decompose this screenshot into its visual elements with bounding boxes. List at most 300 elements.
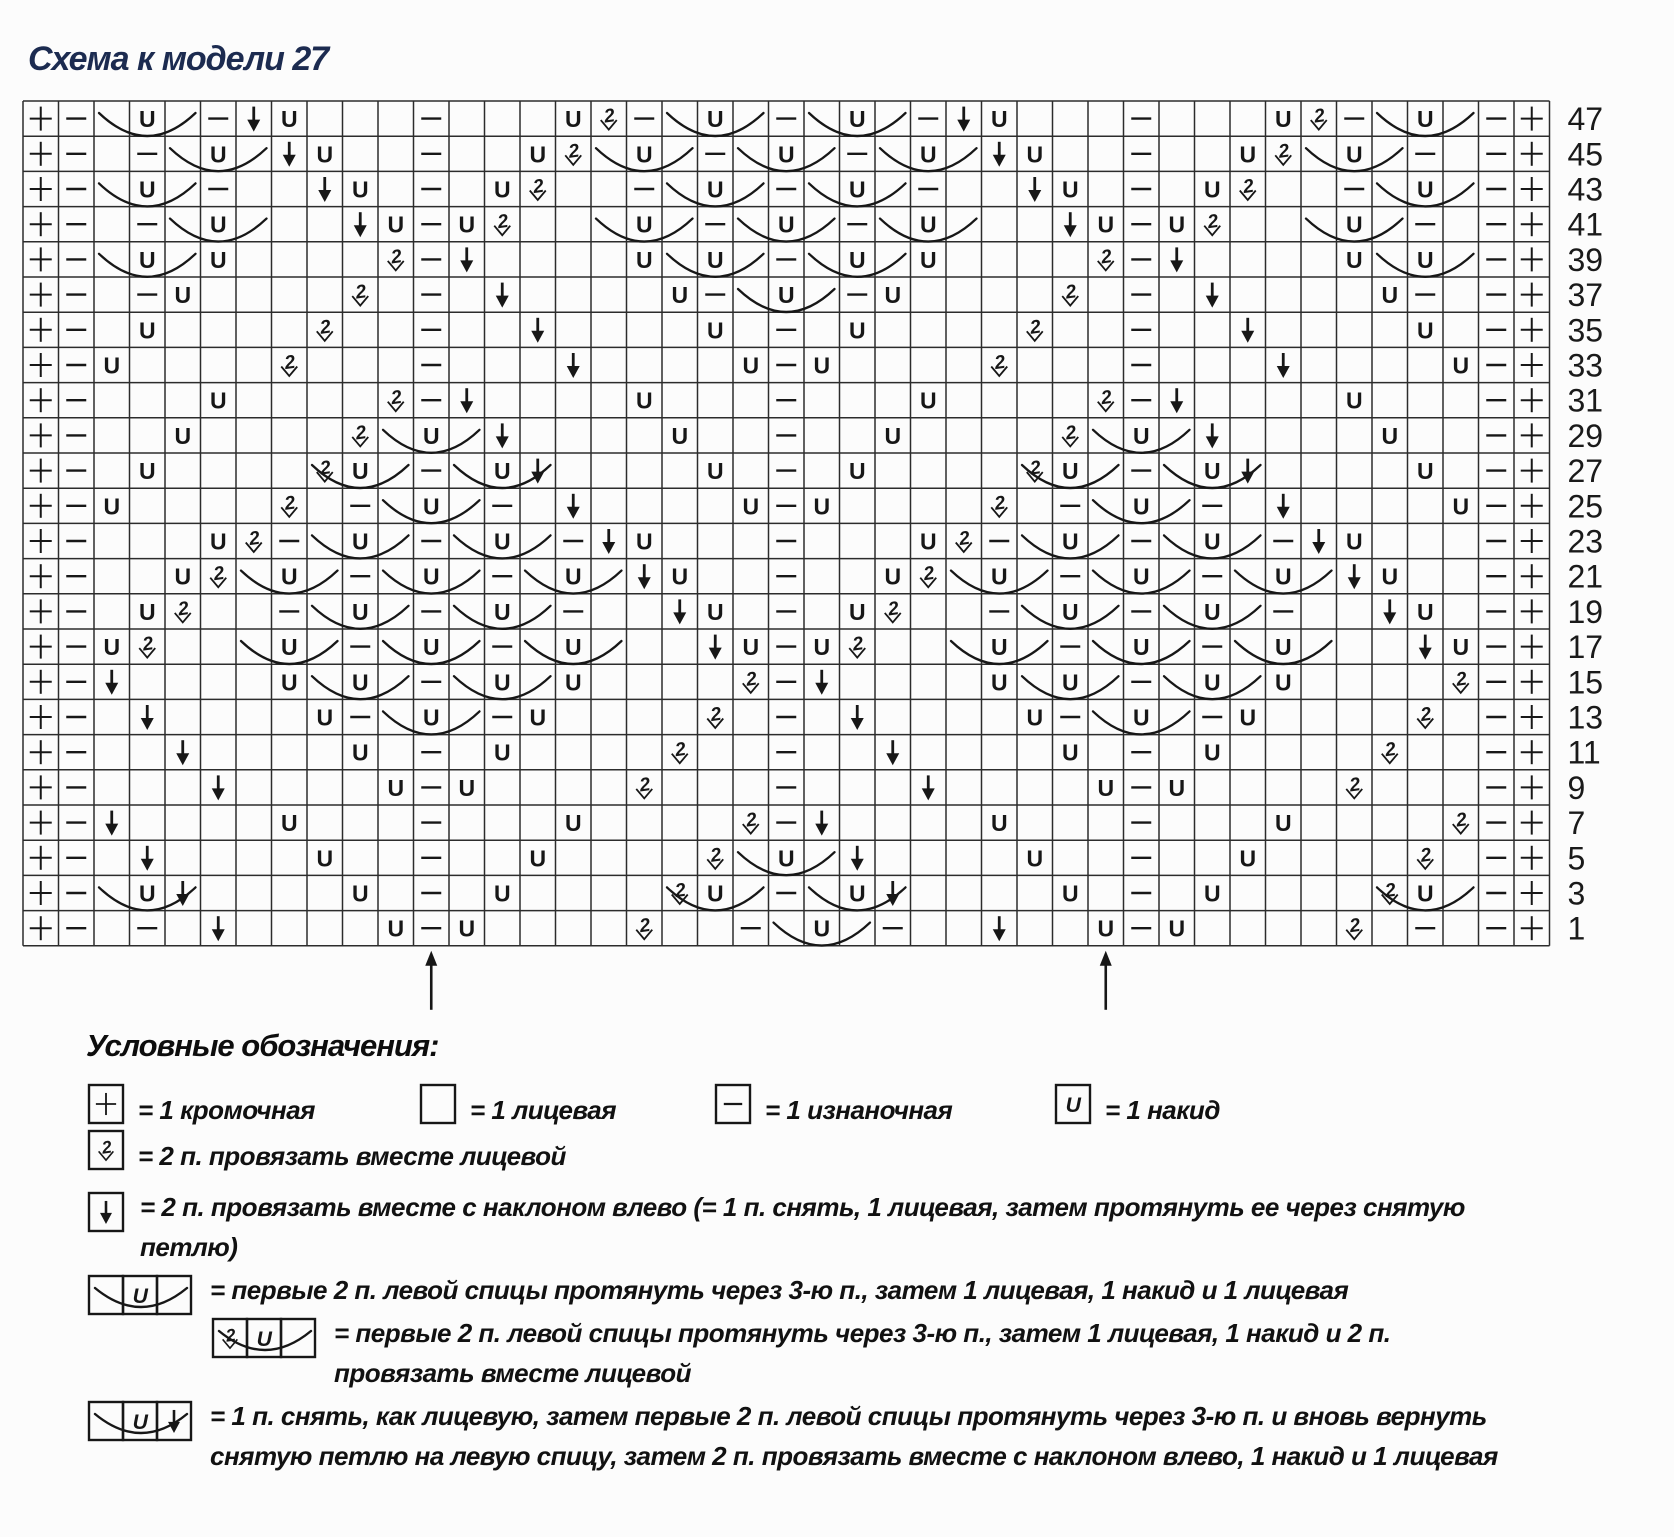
svg-text:2: 2 <box>1454 668 1469 691</box>
yo-symbol <box>1168 775 1185 801</box>
yo-symbol <box>133 1411 149 1434</box>
yo-symbol <box>1239 141 1256 167</box>
svg-text:U: U <box>280 106 298 133</box>
svg-text:U: U <box>919 528 937 555</box>
yo-symbol <box>494 669 511 695</box>
svg-text:2: 2 <box>1419 844 1433 867</box>
svg-text:U: U <box>529 704 547 731</box>
svg-text:2: 2 <box>1348 914 1362 938</box>
edge-stitch-icon <box>86 1081 126 1138</box>
edge-stitch-symbol <box>30 881 52 905</box>
svg-text:U: U <box>529 845 547 872</box>
svg-text:2: 2 <box>993 351 1007 375</box>
yo-symbol <box>210 529 227 555</box>
legend-item-text: = 2 п. провязать вместе лицевой <box>138 1140 566 1171</box>
row-number: 35 <box>1567 312 1604 349</box>
svg-text:U: U <box>1168 915 1186 942</box>
edge-stitch-symbol <box>30 775 52 799</box>
svg-text:U: U <box>635 141 653 168</box>
yo-symbol <box>1097 775 1114 801</box>
svg-text:U: U <box>1132 634 1150 661</box>
legend-row-basic <box>86 1078 1606 1124</box>
yo-symbol <box>707 599 724 625</box>
svg-text:2: 2 <box>1028 457 1043 480</box>
svg-text:2: 2 <box>389 386 404 410</box>
k2tog-symbol <box>175 598 191 622</box>
svg-text:U: U <box>706 246 724 273</box>
yo-symbol <box>281 810 298 836</box>
k2tog-symbol <box>139 633 155 657</box>
svg-text:U: U <box>848 106 866 133</box>
svg-text:2: 2 <box>389 246 404 269</box>
svg-text:U: U <box>493 176 511 203</box>
edge-stitch-symbol <box>1521 318 1543 342</box>
yo-symbol <box>1062 177 1079 203</box>
yo-symbol <box>884 282 901 308</box>
svg-text:2: 2 <box>1028 316 1043 339</box>
yo-symbol <box>210 212 227 238</box>
svg-text:U: U <box>777 141 795 168</box>
legend-heading: Условные обозначения: <box>86 1028 439 1063</box>
svg-text:U: U <box>351 598 369 625</box>
yo-symbol <box>494 458 511 484</box>
svg-text:U: U <box>1168 211 1186 238</box>
svg-text:U: U <box>458 211 476 238</box>
yo-symbol <box>1381 282 1398 308</box>
svg-text:2: 2 <box>673 879 688 903</box>
svg-text:U: U <box>635 211 653 238</box>
svg-text:U: U <box>458 774 476 801</box>
yo-symbol <box>387 916 404 942</box>
yo-symbol <box>991 564 1008 590</box>
svg-text:U: U <box>706 880 724 907</box>
svg-text:U: U <box>742 634 760 661</box>
edge-stitch-symbol <box>1521 564 1543 588</box>
svg-text:U: U <box>1452 634 1470 661</box>
yo-symbol <box>707 317 724 343</box>
svg-text:U: U <box>280 810 298 837</box>
yo-symbol <box>1062 740 1079 766</box>
legend-item-arc-k2tog <box>86 1313 1416 1393</box>
svg-text:U: U <box>1061 458 1079 485</box>
arc-plain-icon <box>86 1272 196 1329</box>
yo-symbol <box>316 141 333 167</box>
edge-stitch-symbol <box>30 529 52 553</box>
k2tog-symbol <box>849 633 865 657</box>
yo-symbol <box>1452 353 1469 379</box>
svg-text:U: U <box>919 211 937 238</box>
svg-text:U: U <box>671 282 689 309</box>
yo-symbol <box>849 881 866 907</box>
knit-stitch-icon <box>418 1081 458 1138</box>
svg-text:U: U <box>1381 282 1399 309</box>
ssk-symbol <box>886 740 899 765</box>
svg-text:2: 2 <box>1064 281 1078 304</box>
legend-item-text: = 1 изнаночная <box>765 1094 953 1125</box>
svg-text:U: U <box>1203 598 1221 625</box>
svg-text:U: U <box>671 422 689 449</box>
ssk-symbol <box>105 811 118 836</box>
ssk-symbol <box>496 283 509 308</box>
svg-text:U: U <box>1097 915 1115 942</box>
edge-stitch-symbol <box>30 494 52 518</box>
row-number: 15 <box>1567 664 1604 701</box>
k2tog-symbol <box>636 774 652 798</box>
svg-text:2: 2 <box>638 914 652 938</box>
edge-stitch-symbol <box>1521 353 1543 377</box>
ssk-symbol <box>176 740 189 765</box>
svg-text:U: U <box>990 634 1008 661</box>
svg-text:U: U <box>884 422 902 449</box>
legend-item-purl <box>713 1081 952 1138</box>
svg-text:2: 2 <box>1241 175 1256 199</box>
yo-symbol <box>458 775 475 801</box>
k2tog-symbol <box>1417 844 1433 868</box>
yo-symbol <box>742 634 759 660</box>
yo-symbol <box>1346 141 1363 167</box>
yo-symbol <box>636 212 653 238</box>
yo-symbol <box>1417 247 1434 273</box>
ssk-symbol <box>141 705 154 730</box>
svg-text:U: U <box>777 211 795 238</box>
yo-symbol <box>565 810 582 836</box>
row-number: 9 <box>1567 769 1586 806</box>
yo-symbol <box>139 177 156 203</box>
yo-symbol <box>210 388 227 414</box>
svg-text:2: 2 <box>212 562 226 586</box>
svg-text:U: U <box>138 458 156 485</box>
yo-symbol <box>813 916 830 942</box>
ssk-symbol <box>212 916 225 941</box>
yo-symbol <box>813 493 830 519</box>
edge-stitch-symbol <box>30 318 52 342</box>
svg-text:U: U <box>351 458 369 485</box>
yo-symbol <box>139 247 156 273</box>
row-number: 31 <box>1567 382 1604 419</box>
yo-symbol <box>529 845 546 871</box>
k2tog-symbol <box>1346 915 1362 939</box>
yo-symbol <box>316 705 333 731</box>
k2tog-symbol <box>494 211 510 235</box>
yo-symbol <box>671 423 688 449</box>
svg-text:U: U <box>635 387 653 414</box>
yo-symbol <box>884 423 901 449</box>
svg-text:2: 2 <box>922 562 936 586</box>
svg-text:2: 2 <box>1277 140 1291 163</box>
svg-text:U: U <box>1416 880 1434 907</box>
yo-symbol <box>494 881 511 907</box>
edge-stitch-symbol <box>30 564 52 588</box>
yo-symbol <box>991 669 1008 695</box>
svg-text:U: U <box>1416 246 1434 273</box>
svg-text:U: U <box>209 387 227 414</box>
svg-text:U: U <box>493 669 511 696</box>
svg-text:U: U <box>706 106 724 133</box>
svg-text:U: U <box>387 211 405 238</box>
svg-text:U: U <box>990 669 1008 696</box>
yo-symbol <box>991 106 1008 132</box>
yo-symbol <box>1381 564 1398 590</box>
yo-symbol <box>742 353 759 379</box>
edge-stitch-symbol <box>1521 388 1543 412</box>
svg-text:U: U <box>990 563 1008 590</box>
svg-text:2: 2 <box>709 703 723 727</box>
yo-symbol <box>1417 106 1434 132</box>
k2tog-symbol <box>1027 316 1043 340</box>
edge-stitch-symbol <box>30 283 52 307</box>
yo-symbol <box>1026 705 1043 731</box>
yo-symbol <box>1275 669 1292 695</box>
svg-text:U: U <box>493 458 511 485</box>
chart-title: Схема к модели 27 <box>28 40 329 78</box>
edge-stitch-symbol <box>30 353 52 377</box>
row-number: 39 <box>1567 241 1604 278</box>
yo-symbol <box>1239 705 1256 731</box>
yo-symbol <box>529 141 546 167</box>
yo-symbol <box>1026 845 1043 871</box>
svg-text:U: U <box>706 458 724 485</box>
svg-text:U: U <box>1345 387 1363 414</box>
k2tog-symbol <box>1417 704 1433 728</box>
svg-text:U: U <box>1239 141 1257 168</box>
svg-text:U: U <box>1203 880 1221 907</box>
yo-symbol <box>139 881 156 907</box>
svg-text:U: U <box>1274 634 1292 661</box>
yo-symbol <box>210 141 227 167</box>
yo-symbol <box>352 669 369 695</box>
k2tog-symbol <box>281 352 297 376</box>
svg-text:U: U <box>777 845 795 872</box>
ssk-symbol <box>1419 635 1432 660</box>
k2tog-symbol <box>1204 211 1220 235</box>
svg-text:U: U <box>919 246 937 273</box>
svg-text:U: U <box>174 282 192 309</box>
svg-text:U: U <box>1097 774 1115 801</box>
yo-symbol <box>849 177 866 203</box>
edge-stitch-symbol <box>30 670 52 694</box>
svg-text:U: U <box>493 528 511 555</box>
yo-symbol <box>636 388 653 414</box>
yo-symbol <box>423 705 440 731</box>
svg-text:U: U <box>422 704 440 731</box>
yo-symbol <box>707 247 724 273</box>
svg-text:U: U <box>132 1410 148 1434</box>
yo-symbol <box>1381 423 1398 449</box>
yo-symbol <box>387 775 404 801</box>
svg-text:U: U <box>706 317 724 344</box>
yo-symbol <box>849 599 866 625</box>
yo-symbol <box>1417 317 1434 343</box>
yo-symbol <box>920 212 937 238</box>
svg-text:U: U <box>209 211 227 238</box>
k2tog-symbol <box>1062 422 1078 446</box>
ssk-symbol <box>318 177 331 202</box>
yo-symbol <box>636 141 653 167</box>
yo-symbol <box>849 458 866 484</box>
row-number: 45 <box>1567 136 1604 173</box>
svg-text:2: 2 <box>1064 422 1078 445</box>
svg-text:U: U <box>138 106 156 133</box>
svg-text:U: U <box>1168 774 1186 801</box>
row-number: 41 <box>1567 206 1604 243</box>
svg-text:U: U <box>884 282 902 309</box>
svg-text:2: 2 <box>957 527 972 551</box>
row-number: 7 <box>1567 805 1586 842</box>
yo-symbol <box>991 810 1008 836</box>
yo-symbol <box>1062 881 1079 907</box>
svg-text:U: U <box>1061 528 1079 555</box>
yo-symbol <box>423 634 440 660</box>
arc-ssk-icon <box>86 1398 196 1455</box>
edge-stitch-symbol <box>1521 107 1543 131</box>
svg-text:U: U <box>458 915 476 942</box>
ssk-symbol <box>1348 564 1361 589</box>
svg-text:U: U <box>1132 563 1150 590</box>
yo-symbol <box>1239 845 1256 871</box>
svg-text:U: U <box>1381 422 1399 449</box>
row-number: 27 <box>1567 453 1604 490</box>
yo-symbol <box>210 247 227 273</box>
yo-symbol <box>139 599 156 625</box>
svg-text:2: 2 <box>602 105 617 128</box>
svg-text:U: U <box>103 634 121 661</box>
svg-text:U: U <box>1416 106 1434 133</box>
edge-stitch-symbol <box>30 811 52 835</box>
edge-stitch-symbol <box>1521 705 1543 729</box>
repeat-arrow-icon <box>425 951 437 1010</box>
svg-text:U: U <box>422 634 440 661</box>
svg-text:U: U <box>1061 880 1079 907</box>
yo-symbol <box>1204 177 1221 203</box>
yo-symbol <box>1204 529 1221 555</box>
svg-text:U: U <box>1345 141 1363 168</box>
row-number: 3 <box>1567 875 1586 912</box>
svg-text:U: U <box>1132 422 1150 449</box>
yo-symbol <box>139 317 156 343</box>
k2tog-symbol <box>743 809 759 833</box>
svg-text:U: U <box>635 246 653 273</box>
ssk-symbol <box>957 107 970 132</box>
svg-text:U: U <box>706 176 724 203</box>
edge-stitch-symbol <box>1521 811 1543 835</box>
svg-text:U: U <box>351 739 369 766</box>
yo-symbol <box>1275 106 1292 132</box>
edge-stitch-symbol <box>30 107 52 131</box>
svg-text:U: U <box>316 141 334 168</box>
svg-text:2: 2 <box>1099 246 1114 269</box>
yo-symbol <box>529 705 546 731</box>
svg-text:U: U <box>813 352 831 379</box>
edge-stitch-symbol <box>30 388 52 412</box>
k2tog-symbol <box>530 176 546 200</box>
svg-text:U: U <box>1026 704 1044 731</box>
svg-text:U: U <box>813 634 831 661</box>
yo-symbol <box>920 388 937 414</box>
yo-symbol <box>139 106 156 132</box>
svg-text:U: U <box>387 915 405 942</box>
svg-text:U: U <box>1026 845 1044 872</box>
yo-symbol <box>1275 810 1292 836</box>
svg-text:U: U <box>1065 1093 1081 1117</box>
yo-symbol <box>103 353 120 379</box>
yo-symbol <box>849 247 866 273</box>
arc-k2tog-icon <box>210 1315 320 1372</box>
k2tog-symbol <box>707 704 723 728</box>
svg-text:2: 2 <box>1454 809 1469 832</box>
svg-text:2: 2 <box>1383 879 1398 903</box>
ssk-symbol <box>1170 247 1183 272</box>
legend-item-edge <box>86 1081 315 1138</box>
yo-symbol <box>778 141 795 167</box>
edge-stitch-symbol <box>30 142 52 166</box>
k2tog-symbol <box>317 316 333 340</box>
yo-symbol <box>671 564 688 590</box>
svg-text:U: U <box>813 493 831 520</box>
yo-symbol <box>458 916 475 942</box>
yo-symbol <box>174 564 191 590</box>
svg-text:2: 2 <box>354 281 368 304</box>
yo-symbol <box>813 634 830 660</box>
yo-symbol <box>565 669 582 695</box>
yo-symbol <box>707 177 724 203</box>
yo-symbol <box>1346 247 1363 273</box>
ssk-symbol <box>460 388 473 413</box>
yo-symbol <box>1204 599 1221 625</box>
svg-text:U: U <box>848 246 866 273</box>
svg-text:U: U <box>813 915 831 942</box>
edge-stitch-symbol <box>1521 635 1543 659</box>
svg-text:U: U <box>1061 176 1079 203</box>
svg-text:U: U <box>919 387 937 414</box>
yo-symbol <box>174 282 191 308</box>
ssk-symbol <box>212 775 225 800</box>
edge-stitch-symbol <box>30 212 52 236</box>
yo-symbol <box>1204 740 1221 766</box>
svg-text:U: U <box>280 563 298 590</box>
svg-text:U: U <box>174 422 192 449</box>
ssk-symbol <box>1383 599 1396 624</box>
legend-item-knit <box>418 1081 616 1138</box>
legend-item-ssk <box>86 1187 1526 1267</box>
yo-symbol <box>742 493 759 519</box>
ssk-symbol <box>1028 177 1041 202</box>
svg-text:2: 2 <box>531 175 546 199</box>
yo-symbol <box>1097 212 1114 238</box>
yo-symbol <box>1346 529 1363 555</box>
svg-text:2: 2 <box>141 633 155 656</box>
yo-symbol <box>778 212 795 238</box>
ssk-icon <box>86 1189 126 1246</box>
yo-symbol <box>920 247 937 273</box>
svg-text:U: U <box>742 493 760 520</box>
yo-symbol <box>778 845 795 871</box>
yo-symbol <box>1275 564 1292 590</box>
k2tog-symbol <box>1275 140 1291 164</box>
svg-text:U: U <box>422 422 440 449</box>
edge-stitch-symbol <box>30 846 52 870</box>
yo-symbol <box>1133 564 1150 590</box>
svg-text:U: U <box>1061 669 1079 696</box>
svg-text:U: U <box>138 176 156 203</box>
svg-text:U: U <box>1381 563 1399 590</box>
yo-symbol <box>636 529 653 555</box>
svg-text:2: 2 <box>673 738 688 762</box>
ssk-symbol <box>602 529 615 554</box>
edge-stitch-symbol <box>30 599 52 623</box>
ssk-symbol <box>993 142 1006 167</box>
svg-text:U: U <box>564 563 582 590</box>
svg-text:U: U <box>706 598 724 625</box>
